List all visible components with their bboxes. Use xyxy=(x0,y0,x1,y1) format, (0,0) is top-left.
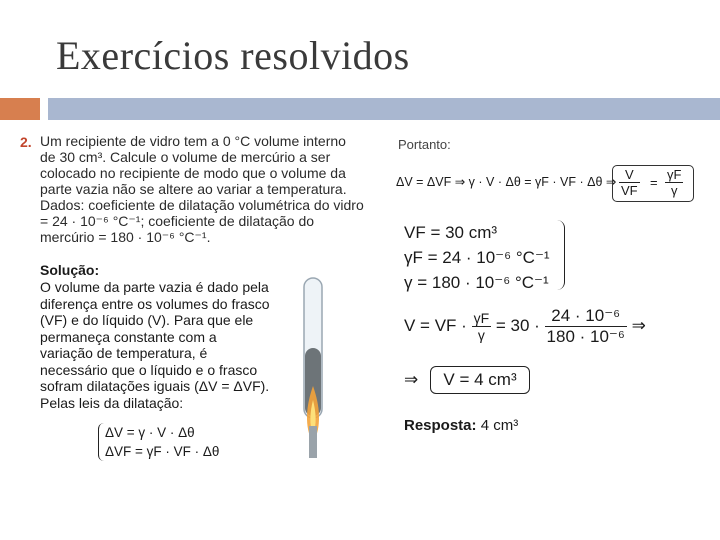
box1-left-den: VF xyxy=(621,183,638,198)
answer-value: 4 cm³ xyxy=(480,417,519,434)
box1-right-den: γ xyxy=(670,183,678,198)
eq2-frac-den: γ xyxy=(477,327,485,343)
solution-title: Solução: xyxy=(40,262,100,278)
equation-1: ΔV = ΔVF ⇒ γ · V · Δθ = γF · VF · Δθ ⇒ xyxy=(396,175,617,189)
slide-title: Exercícios resolvidos xyxy=(56,33,410,78)
eq2-frac2-num: 24 · 10⁻⁶ xyxy=(545,306,627,327)
box1-equals: = xyxy=(650,175,658,190)
value-gamma-f: γF = 24 · 10⁻⁶ °C⁻¹ xyxy=(404,248,550,267)
answer-label: Resposta: xyxy=(404,417,477,434)
laws-label: Pelas leis da dilatação: xyxy=(40,395,184,411)
answer xyxy=(404,417,518,434)
eq2-arrow: ⇒ xyxy=(631,315,646,335)
given-values xyxy=(404,220,550,295)
eq2-mid: = 30 · xyxy=(495,315,540,335)
result-arrow: ⇒ xyxy=(404,370,419,389)
value-gamma: γ = 180 · 10⁻⁶ °C⁻¹ xyxy=(404,273,549,292)
problem-number: 2. xyxy=(20,134,32,150)
eq2-left: V = VF · xyxy=(404,315,467,335)
accent-bar-orange xyxy=(0,98,40,120)
box1-right-num: γF xyxy=(667,167,682,182)
portanto-label: Portanto: xyxy=(398,137,451,152)
problem-text: Um recipiente de vidro tem a 0 °C volume interno de 30 cm³. Calcule o volume de mercúrio a ser colocado no recipiente de modo que o volume da parte vazia não se altere ao variar a temperatura. Dados: coeficiente de dilatação volumétrica do vidro = 24 · 10⁻⁶ °C⁻¹; coeficiente de dilatação do mercúrio = 180 · 10⁻⁶ °C⁻¹. xyxy=(40,133,364,245)
eq2-frac-num: γF xyxy=(473,310,490,326)
accent-bar-blue xyxy=(48,98,720,120)
ratio-box xyxy=(612,165,694,202)
value-vf: VF = 30 cm³ xyxy=(404,223,498,242)
equation-b: ΔVF = γF · VF · Δθ xyxy=(105,444,220,459)
box1-left-num: V xyxy=(619,167,640,183)
brace-right xyxy=(556,220,565,290)
result-box: V = 4 cm³ xyxy=(430,366,530,394)
eq2-frac2-den: 180 · 10⁻⁶ xyxy=(546,327,625,346)
equation-system xyxy=(98,423,219,461)
test-tube-illustration xyxy=(290,276,334,458)
equation-a: ΔV = γ · V · Δθ xyxy=(105,425,195,440)
equation-2 xyxy=(404,306,646,347)
solution-text: O volume da parte vazia é dado pela diferença entre os volumes do frasco (VF) e do líquido (V). Para que ele permaneça constante com a variação de temperatura, é necessário que o líquido e o frasco sofram dilatações iguais (ΔV = ΔVF). xyxy=(40,279,270,394)
